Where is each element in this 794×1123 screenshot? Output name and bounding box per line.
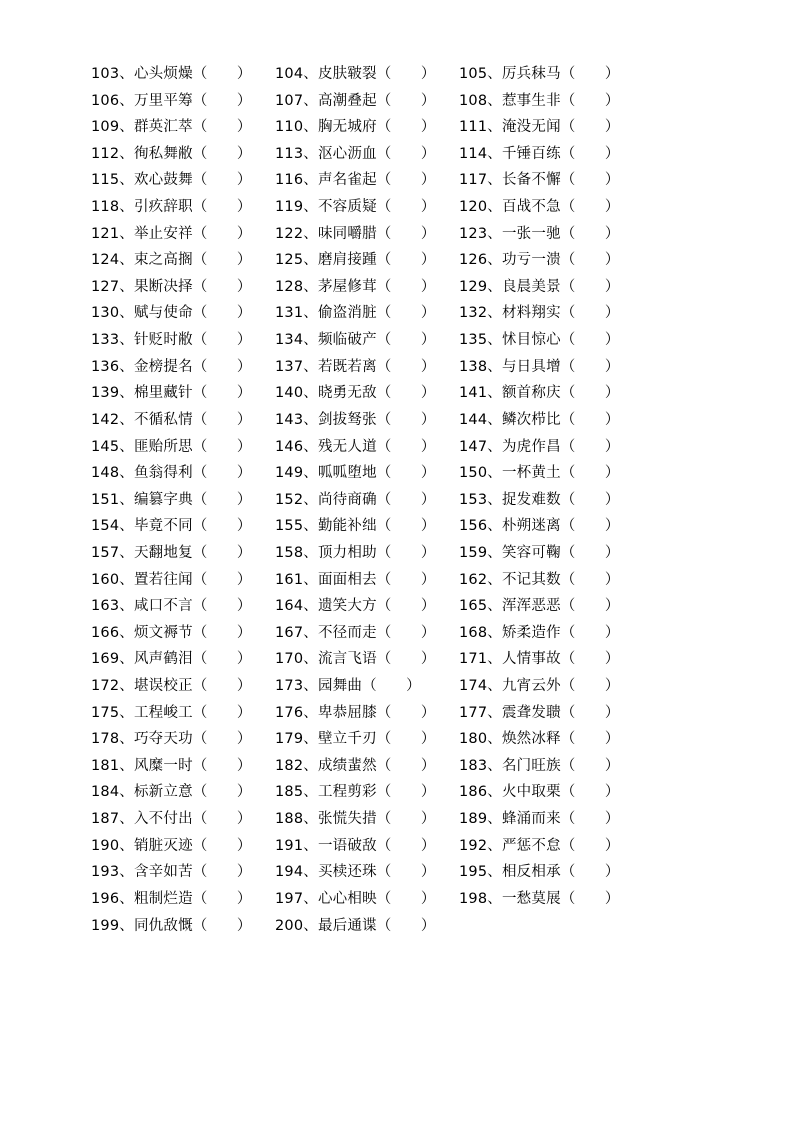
exercise-row <box>91 434 731 461</box>
exercise-row <box>91 194 731 221</box>
exercise-item: 192、严惩不怠（ ） <box>459 837 620 854</box>
exercise-item: 195、相反相承（ ） <box>459 864 620 881</box>
exercise-item: 134、频临破产（ ） <box>275 332 436 349</box>
exercise-item: 200、最后通谍（ ） <box>275 917 436 934</box>
exercise-item: 191、一语破敌（ ） <box>275 837 436 854</box>
exercise-item: 143、剑拔驽张（ ） <box>275 411 436 428</box>
exercise-row <box>91 167 731 194</box>
exercise-item: 162、不记其数（ ） <box>459 571 620 588</box>
exercise-row <box>91 300 731 327</box>
exercise-item: 170、流言飞语（ ） <box>275 651 436 668</box>
exercise-item: 130、赋与使命（ ） <box>91 305 252 322</box>
exercise-item: 177、震聋发聩（ ） <box>459 704 620 721</box>
exercise-row <box>91 61 731 88</box>
exercise-item: 115、欢心鼓舞（ ） <box>91 172 252 189</box>
exercise-item: 147、为虎作昌（ ） <box>459 438 620 455</box>
exercise-item: 160、置若往闻（ ） <box>91 571 252 588</box>
exercise-row <box>91 593 731 620</box>
exercise-item: 124、束之高搁（ ） <box>91 252 252 269</box>
exercise-row <box>91 886 731 913</box>
exercise-item: 114、千锤百练（ ） <box>459 145 620 162</box>
exercise-item: 108、惹事生非（ ） <box>459 92 620 109</box>
exercise-row <box>91 141 731 168</box>
exercise-row <box>91 726 731 753</box>
exercise-row <box>91 620 731 647</box>
exercise-item: 151、编篡字典（ ） <box>91 491 252 508</box>
exercise-item: 176、卑恭屈膝（ ） <box>275 704 436 721</box>
exercise-row <box>91 646 731 673</box>
exercise-row <box>91 487 731 514</box>
exercise-item: 169、风声鹤泪（ ） <box>91 651 252 668</box>
exercise-item: 133、针贬时敝（ ） <box>91 332 252 349</box>
exercise-item: 110、胸无城府（ ） <box>275 119 436 136</box>
exercise-item: 196、粗制烂造（ ） <box>91 890 252 907</box>
exercise-item: 149、呱呱堕地（ ） <box>275 465 436 482</box>
exercise-item: 198、一愁莫展（ ） <box>459 890 620 907</box>
exercise-row <box>91 327 731 354</box>
exercise-item: 184、标新立意（ ） <box>91 784 252 801</box>
exercise-row <box>91 806 731 833</box>
exercise-item: 161、面面相去（ ） <box>275 571 436 588</box>
exercise-item: 142、不循私情（ ） <box>91 411 252 428</box>
exercise-item: 103、心头烦燥（ ） <box>91 66 252 82</box>
exercise-item: 111、淹没无闻（ ） <box>459 119 620 136</box>
exercise-item: 175、工程峻工（ ） <box>91 704 252 721</box>
exercise-item: 129、良晨美景（ ） <box>459 278 620 295</box>
exercise-item: 112、徇私舞敝（ ） <box>91 145 252 162</box>
exercise-item: 168、矫柔造作（ ） <box>459 624 620 641</box>
exercise-item: 167、不径而走（ ） <box>275 624 436 641</box>
exercise-item: 194、买椟还珠（ ） <box>275 864 436 881</box>
exercise-item: 140、晓勇无敌（ ） <box>275 385 436 402</box>
exercise-item: 185、工程剪彩（ ） <box>275 784 436 801</box>
exercise-item: 159、笑容可鞠（ ） <box>459 544 620 561</box>
exercise-row <box>91 753 731 780</box>
exercise-row <box>91 779 731 806</box>
exercise-item: 135、怵目惊心（ ） <box>459 332 620 349</box>
exercise-row <box>91 88 731 115</box>
exercise-row <box>91 567 731 594</box>
exercise-item: 139、棉里藏针（ ） <box>91 385 252 402</box>
exercise-row <box>91 221 731 248</box>
exercise-item: 118、引疚辞职（ ） <box>91 199 252 216</box>
exercise-item: 148、鱼翁得利（ ） <box>91 465 252 482</box>
exercise-row <box>91 700 731 727</box>
exercise-item: 131、偷盗消脏（ ） <box>275 305 436 322</box>
exercise-row <box>91 513 731 540</box>
exercise-item: 182、成绩蜚然（ ） <box>275 757 436 774</box>
exercise-item: 120、百战不急（ ） <box>459 199 620 216</box>
exercise-row <box>91 380 731 407</box>
exercise-row <box>91 673 731 700</box>
exercise-item: 117、长备不懈（ ） <box>459 172 620 189</box>
exercise-item: 153、捉发难数（ ） <box>459 491 620 508</box>
exercise-item: 141、额首称庆（ ） <box>459 385 620 402</box>
exercise-item: 128、茅屋修茸（ ） <box>275 278 436 295</box>
exercise-item: 138、与日具增（ ） <box>459 358 620 375</box>
exercise-row <box>91 913 731 940</box>
exercise-item: 127、果断决择（ ） <box>91 278 252 295</box>
exercise-item: 164、遗笑大方（ ） <box>275 598 436 615</box>
exercise-item: 122、味同嚼腊（ ） <box>275 225 436 242</box>
exercise-item: 126、功亏一溃（ ） <box>459 252 620 269</box>
exercise-item: 107、高潮叠起（ ） <box>275 92 436 109</box>
exercise-item: 155、勤能补绌（ ） <box>275 518 436 535</box>
exercise-item: 189、蜂涌而来（ ） <box>459 811 620 828</box>
exercise-item: 158、顶力相助（ ） <box>275 544 436 561</box>
exercise-item: 119、不容质疑（ ） <box>275 199 436 216</box>
exercise-item: 171、人情事故（ ） <box>459 651 620 668</box>
exercise-item: 123、一张一驰（ ） <box>459 225 620 242</box>
exercise-item: 193、含辛如苦（ ） <box>91 864 252 881</box>
exercise-row <box>91 354 731 381</box>
exercise-row <box>91 407 731 434</box>
exercise-item: 183、名门旺族（ ） <box>459 757 620 774</box>
exercise-item: 136、金榜提名（ ） <box>91 358 252 375</box>
exercise-row <box>91 460 731 487</box>
exercise-item: 173、园舞曲（ ） <box>275 678 421 695</box>
exercise-item: 156、朴朔迷离（ ） <box>459 518 620 535</box>
exercise-item: 190、销脏灭迹（ ） <box>91 837 252 854</box>
exercise-item: 188、张慌失措（ ） <box>275 811 436 828</box>
exercise-item: 180、焕然冰释（ ） <box>459 731 620 748</box>
exercise-item: 104、皮肤皲裂（ ） <box>275 66 436 82</box>
exercise-item: 186、火中取栗（ ） <box>459 784 620 801</box>
exercise-item: 172、堪误校正（ ） <box>91 678 252 695</box>
exercise-item: 199、同仇敌慨（ ） <box>91 917 252 934</box>
exercise-item: 174、九宵云外（ ） <box>459 678 620 695</box>
exercise-item: 165、浑浑恶恶（ ） <box>459 598 620 615</box>
exercise-item: 187、入不付出（ ） <box>91 811 252 828</box>
exercise-item: 166、烦文褥节（ ） <box>91 624 252 641</box>
exercise-item: 197、心心相映（ ） <box>275 890 436 907</box>
exercise-row <box>91 833 731 860</box>
exercise-item: 152、尚待商确（ ） <box>275 491 436 508</box>
exercise-item: 178、巧夺天功（ ） <box>91 731 252 748</box>
exercise-sheet <box>91 61 731 939</box>
exercise-item: 137、若既若离（ ） <box>275 358 436 375</box>
exercise-item: 145、匪贻所思（ ） <box>91 438 252 455</box>
exercise-item: 150、一杯黄土（ ） <box>459 465 620 482</box>
exercise-item: 179、壁立千刃（ ） <box>275 731 436 748</box>
exercise-row <box>91 114 731 141</box>
exercise-item: 132、材料翔实（ ） <box>459 305 620 322</box>
exercise-item: 154、毕竟不同（ ） <box>91 518 252 535</box>
exercise-item: 125、磨肩接踵（ ） <box>275 252 436 269</box>
exercise-item: 157、天翻地复（ ） <box>91 544 252 561</box>
exercise-row <box>91 540 731 567</box>
exercise-item: 163、咸口不言（ ） <box>91 598 252 615</box>
exercise-item: 146、残无人道（ ） <box>275 438 436 455</box>
exercise-row <box>91 274 731 301</box>
exercise-item: 105、厉兵秣马（ ） <box>459 66 620 82</box>
exercise-item: 116、声名雀起（ ） <box>275 172 436 189</box>
exercise-item: 106、万里平筹（ ） <box>91 92 252 109</box>
exercise-row <box>91 859 731 886</box>
exercise-row <box>91 247 731 274</box>
exercise-item: 121、举止安祥（ ） <box>91 225 252 242</box>
exercise-item: 181、风糜一时（ ） <box>91 757 252 774</box>
exercise-item: 109、群英汇萃（ ） <box>91 119 252 136</box>
exercise-item: 144、鳞次栉比（ ） <box>459 411 620 428</box>
exercise-item: 113、沤心沥血（ ） <box>275 145 436 162</box>
